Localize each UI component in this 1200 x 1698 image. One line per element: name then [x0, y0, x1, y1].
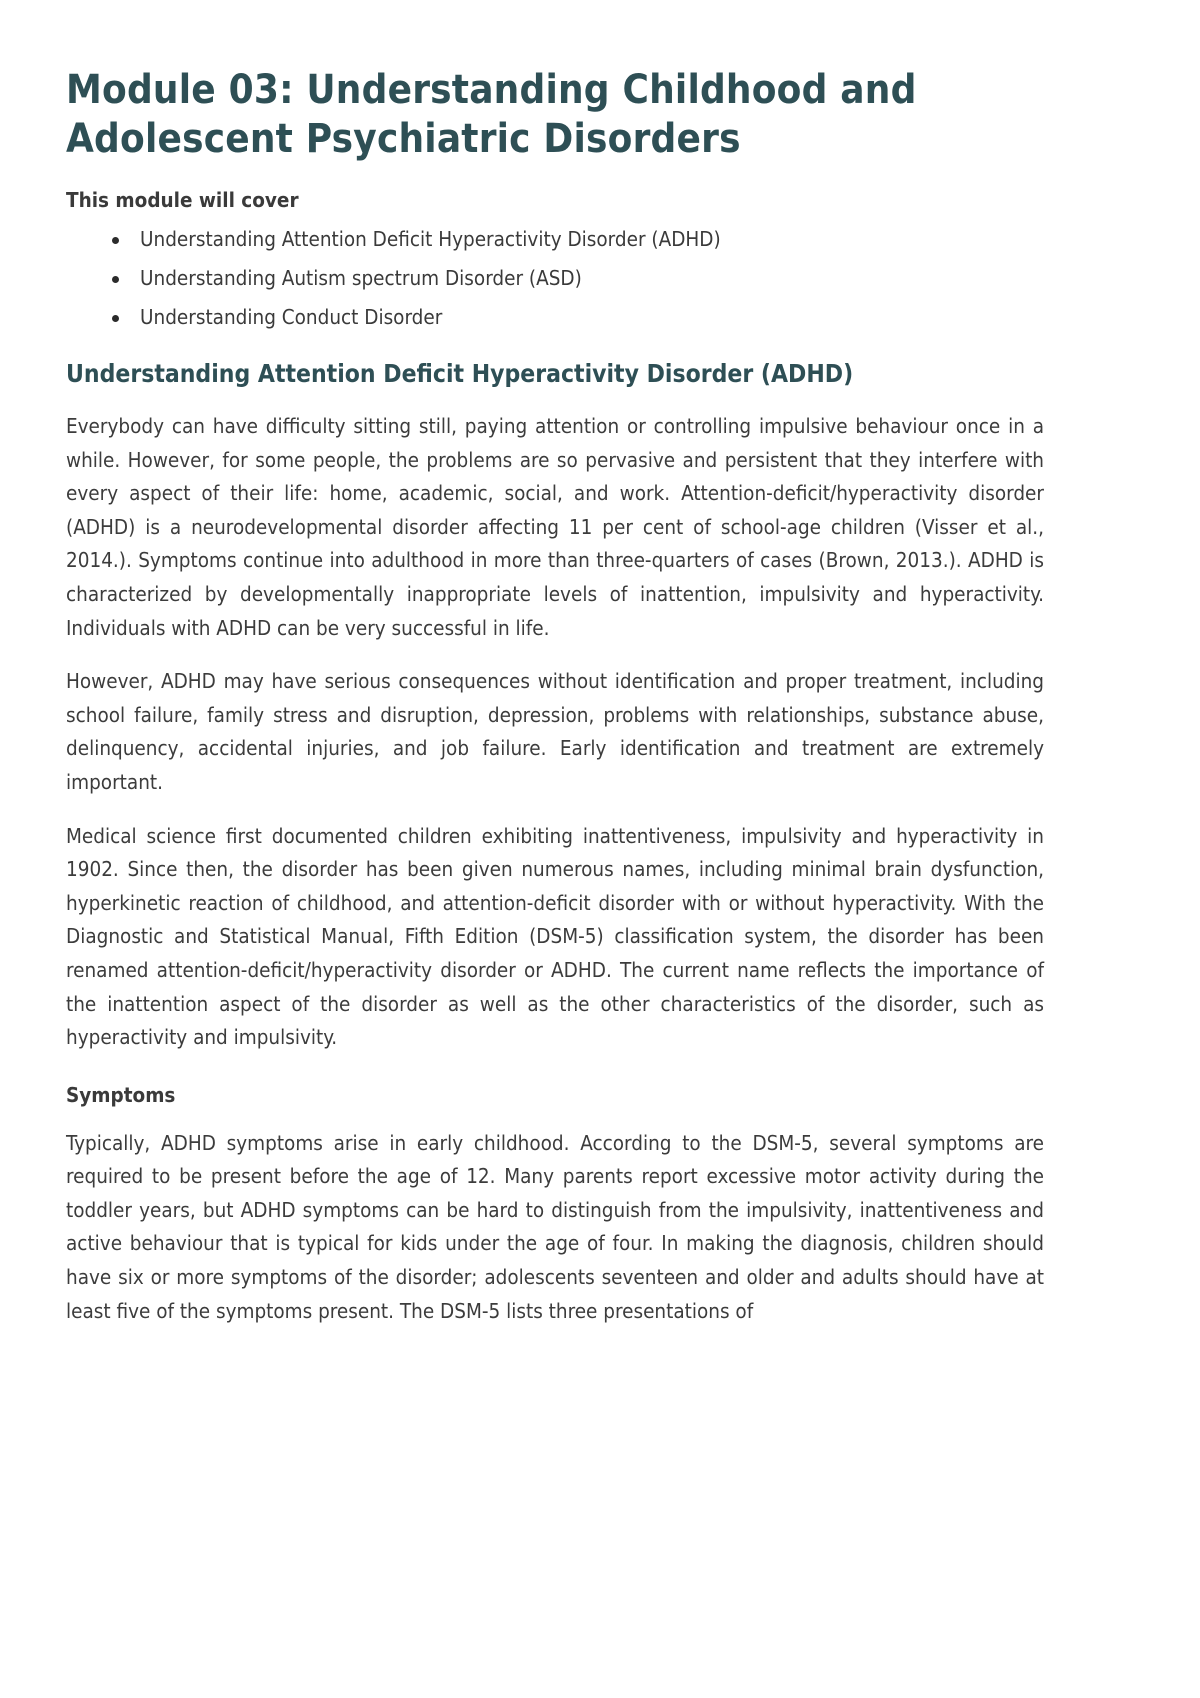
list-item: [140, 265, 1044, 291]
paragraph-adhd-consequences: However, ADHD may have serious consequences without identification and proper treatment, including school failure, family stress and disruption, depression, problems with relationships, substance abuse, delinquency, accidental injuries, and job failure. Early identification and treatment are extremely important.: [66, 669, 1044, 794]
document-content: [66, 66, 1044, 1328]
paragraph-adhd-history: Medical science first documented children exhibiting inattentiveness, impulsivity and hyperactivity in 1902. Since then, the disorder has been given numerous names, including minimal brain dysfunction, hyperkinetic reaction of childhood, and attention-deficit disorder with or without hyperactivity. With the Diagnostic and Statistical Manual, Fifth Edition (DSM-5) classification system, the disorder has been renamed attention-deficit/hyperactivity disorder or ADHD. The current name reflects the importance of the inattention aspect of the disorder as well as the other characteristics of the disorder, such as hyperactivity and impulsivity.: [66, 823, 1044, 1050]
paragraph-adhd-symptoms: Typically, ADHD symptoms arise in early childhood. According to the DSM-5, several symptoms are required to be present before the age of 12. Many parents report excessive motor activity during the toddler years, but ADHD symptoms can be hard to distinguish from the impulsivity, inattentiveness and active behaviour that is typical for kids under the age of four. In making the diagnosis, children should have six or more symptoms of the disorder; adolescents seventeen and older and adults should have at least five of the symptoms present. The DSM-5 lists three presentations of: [66, 1130, 1044, 1323]
list-item-label: Understanding Attention Deficit Hyperactivity Disorder (ADHD): [140, 227, 721, 251]
list-item-label: Understanding Conduct Disorder: [140, 305, 443, 329]
paragraph-adhd-overview: Everybody can have difficulty sitting still, paying attention or controlling impulsive behaviour once in a while. However, for some people, the problems are so pervasive and persistent that they interfere with every aspect of their life: home, academic, social, and work. Attention-deficit/hyperactivity disorder (ADHD) is a neurodevelopmental disorder affecting 11 per cent of school-age children (Visser et al., 2014.). Symptoms continue into adulthood in more than three-quarters of cases (Brown, 2013.). ADHD is characterized by developmentally inappropriate levels of inattention, impulsivity and hyperactivity. Individuals with ADHD can be very successful in life.: [66, 414, 1044, 640]
list-item: [140, 226, 1044, 252]
module-cover-lead-in: This module will cover: [66, 188, 299, 212]
sub-heading-symptoms: Symptoms: [66, 1082, 176, 1107]
section-heading-adhd: Understanding Attention Deficit Hyperactivity Disorder (ADHD): [66, 359, 854, 388]
module-topics-list: [66, 226, 1044, 330]
list-item: [140, 304, 1044, 330]
list-item-label: Understanding Autism spectrum Disorder (ASD): [140, 266, 582, 290]
page-title: Module 03: Understanding Childhood and Adolescent Psychiatric Disorders: [66, 67, 917, 162]
